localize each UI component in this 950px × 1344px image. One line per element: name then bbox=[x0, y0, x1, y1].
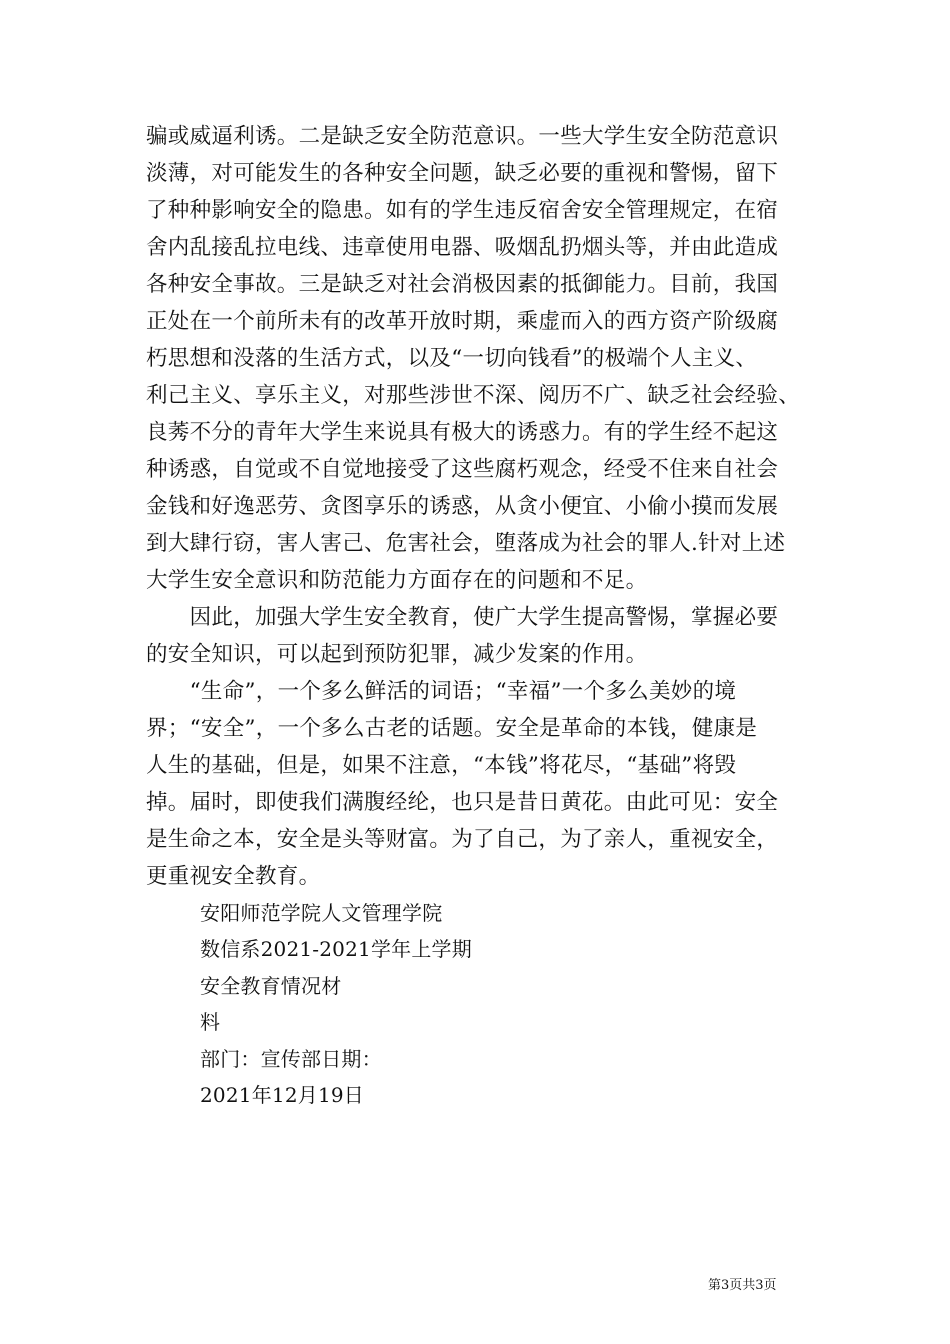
page-number-footer: 第3页共3页 bbox=[708, 1278, 777, 1293]
text-line: 淡薄，对可能发生的各种安全问题，缺乏必要的重视和警惕，留下 bbox=[146, 161, 779, 186]
signature-line: 部门：宣传部日期： bbox=[200, 1046, 382, 1071]
text-line: 金钱和好逸恶劳、贪图享乐的诱惑，从贪小便宜、小偷小摸而发展 bbox=[146, 494, 779, 519]
signature-line: 2021年12月19日 bbox=[200, 1082, 364, 1107]
text-line: 骗或威逼利诱。二是缺乏安全防范意识。一些大学生安全防范意识 bbox=[146, 124, 779, 149]
text-line: 到大肆行窃，害人害己、危害社会，堕落成为社会的罪人.针对上述 bbox=[146, 531, 786, 556]
signature-line: 数信系2021-2021学年上学期 bbox=[200, 937, 472, 962]
text-line: 掉。届时，即使我们满腹经纶，也只是昔日黄花。由此可见：安全 bbox=[146, 790, 779, 815]
text-line: 利己主义、享乐主义，对那些涉世不深、阅历不广、缺乏社会经验、 bbox=[146, 383, 801, 408]
text-line: “生命”，一个多么鲜活的词语；“幸福”一个多么美妙的境 bbox=[146, 679, 737, 704]
text-line: 各种安全事故。三是缺乏对社会消极因素的抵御能力。目前，我国 bbox=[146, 272, 779, 297]
text-line: 的安全知识，可以起到预防犯罪，减少发案的作用。 bbox=[146, 642, 648, 667]
text-line: 是生命之本，安全是头等财富。为了自己，为了亲人，重视安全， bbox=[146, 827, 779, 852]
text-line: 大学生安全意识和防范能力方面存在的问题和不足。 bbox=[146, 568, 648, 593]
text-line: 种诱惑，自觉或不自觉地接受了这些腐朽观念，经受不住来自社会 bbox=[146, 457, 779, 482]
text-line: 界；“安全”，一个多么古老的话题。安全是革命的本钱，健康是 bbox=[146, 716, 758, 741]
text-line: 人生的基础，但是，如果不注意，“本钱”将花尽，“基础”将毁 bbox=[146, 753, 737, 778]
text-line: 正处在一个前所未有的改革开放时期，乘虚而入的西方资产阶级腐 bbox=[146, 309, 779, 334]
text-line: 了种种影响安全的隐患。如有的学生违反宿舍安全管理规定，在宿 bbox=[146, 198, 779, 223]
signature-line: 料 bbox=[200, 1010, 221, 1035]
signature-block bbox=[200, 895, 472, 1113]
text-line: 舍内乱接乱拉电线、违章使用电器、吸烟乱扔烟头等，并由此造成 bbox=[146, 235, 779, 260]
text-line: 朽思想和没落的生活方式，以及“一切向钱看”的极端个人主义、 bbox=[146, 346, 758, 371]
body-text bbox=[146, 118, 826, 895]
signature-line: 安全教育情况材 bbox=[200, 973, 342, 998]
text-line: 因此，加强大学生安全教育，使广大学生提高警惕，掌握必要 bbox=[146, 605, 779, 630]
signature-line: 安阳师范学院人文管理学院 bbox=[200, 901, 443, 925]
text-line: 良莠不分的青年大学生来说具有极大的诱惑力。有的学生经不起这 bbox=[146, 420, 779, 445]
text-line: 更重视安全教育。 bbox=[146, 864, 321, 889]
